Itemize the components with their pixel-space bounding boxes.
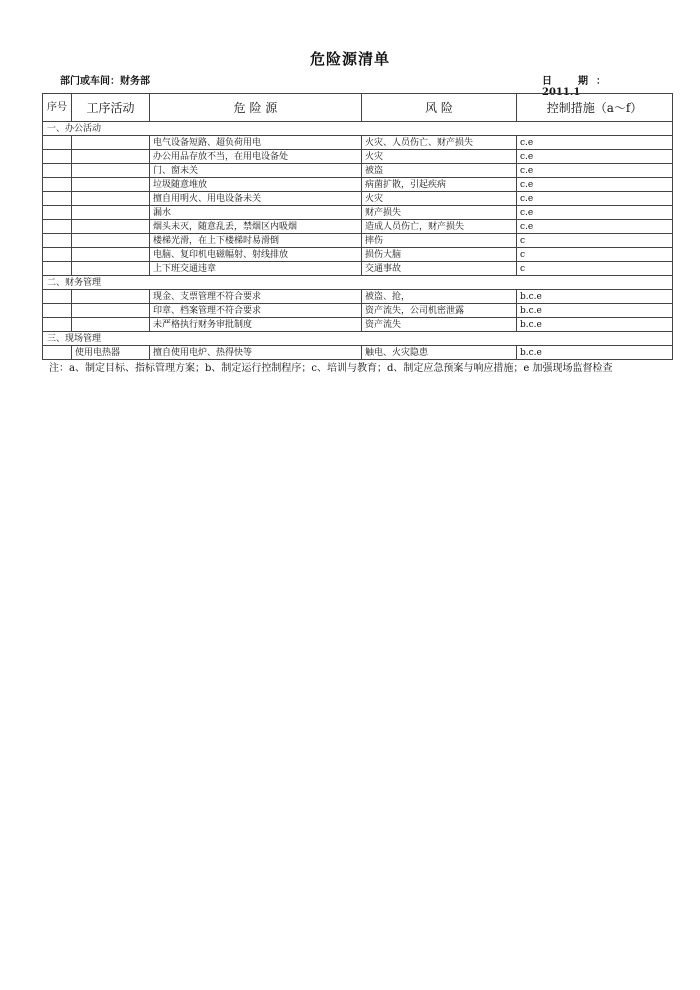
section-title: 一、办公活动	[43, 122, 673, 136]
hazard-cell: 现金、支票管理不符合要求	[150, 290, 362, 304]
section-title: 三、现场管理	[43, 332, 673, 346]
section-row	[43, 122, 673, 136]
risk-cell: 资产流失，公司机密泄露	[362, 304, 517, 318]
table-row	[43, 220, 673, 234]
table-body	[43, 122, 673, 360]
control-cell: c.e	[517, 164, 673, 178]
risk-cell: 触电、火灾隐患	[362, 346, 517, 360]
num-cell	[43, 290, 72, 304]
hazard-cell: 擅自使用电炉、热得快等	[150, 346, 362, 360]
table-row	[43, 150, 673, 164]
activity-cell	[72, 150, 150, 164]
risk-cell: 被盗	[362, 164, 517, 178]
activity-cell	[72, 248, 150, 262]
table-row	[43, 248, 673, 262]
section-row	[43, 332, 673, 346]
hazard-cell: 垃圾随意堆放	[150, 178, 362, 192]
activity-cell	[72, 206, 150, 220]
hazard-cell: 印章、档案管理不符合要求	[150, 304, 362, 318]
num-cell	[43, 164, 72, 178]
header-risk: 风 险	[362, 94, 517, 122]
num-cell	[43, 192, 72, 206]
hazard-cell: 上下班交通违章	[150, 262, 362, 276]
department-label: 部门或车间：财务部	[60, 76, 150, 87]
activity-cell	[72, 192, 150, 206]
risk-cell: 资产流失	[362, 318, 517, 332]
num-cell	[43, 206, 72, 220]
table-row	[43, 178, 673, 192]
num-cell	[43, 234, 72, 248]
hazard-cell: 擅自用明火、用电设备未关	[150, 192, 362, 206]
table-row	[43, 136, 673, 150]
activity-cell	[72, 234, 150, 248]
section-title: 二、财务管理	[43, 276, 673, 290]
header-num: 序号	[43, 94, 72, 122]
activity-cell	[72, 136, 150, 150]
activity-cell	[72, 220, 150, 234]
header-hazard: 危 险 源	[150, 94, 362, 122]
risk-cell: 被盗、抢，	[362, 290, 517, 304]
control-cell: c	[517, 234, 673, 248]
header-control: 控制措施（a～f）	[517, 94, 673, 122]
num-cell	[43, 220, 72, 234]
risk-cell: 造成人员伤亡，财产损失	[362, 220, 517, 234]
risk-cell: 损伤大脑	[362, 248, 517, 262]
control-cell: c.e	[517, 150, 673, 164]
footnote: 注：a、制定目标、指标管理方案；b、制定运行控制程序；c、培训与教育；d、制定应急预案与响应措施；e 加强现场监督检查	[49, 363, 613, 374]
hazard-cell: 电脑、复印机电磁幅射、射线排放	[150, 248, 362, 262]
table-row	[43, 192, 673, 206]
activity-cell	[72, 318, 150, 332]
num-cell	[43, 262, 72, 276]
control-cell: c.e	[517, 220, 673, 234]
risk-cell: 摔伤	[362, 234, 517, 248]
table-row	[43, 346, 673, 360]
risk-cell: 财产损失	[362, 206, 517, 220]
control-cell: c.e	[517, 136, 673, 150]
section-row	[43, 276, 673, 290]
table-row	[43, 290, 673, 304]
table-row	[43, 164, 673, 178]
hazard-table	[42, 93, 673, 360]
control-cell: b.c.e	[517, 290, 673, 304]
control-cell: b.c.e	[517, 304, 673, 318]
risk-cell: 火灾、人员伤亡、财产损失	[362, 136, 517, 150]
date-value: 2011.1	[542, 87, 581, 98]
num-cell	[43, 136, 72, 150]
hazard-cell: 烟头未灭，随意乱丢，禁烟区内吸烟	[150, 220, 362, 234]
control-cell: c	[517, 262, 673, 276]
table-row	[43, 234, 673, 248]
hazard-cell: 漏水	[150, 206, 362, 220]
control-cell: c	[517, 248, 673, 262]
table-row	[43, 318, 673, 332]
control-cell: b.c.e	[517, 318, 673, 332]
control-cell: c.e	[517, 178, 673, 192]
hazard-cell: 门、窗未关	[150, 164, 362, 178]
page-title: 危险源清单	[309, 50, 390, 68]
risk-cell: 病菌扩散，引起疾病	[362, 178, 517, 192]
control-cell: c.e	[517, 206, 673, 220]
num-cell	[43, 150, 72, 164]
hazard-cell: 未严格执行财务审批制度	[150, 318, 362, 332]
activity-cell	[72, 262, 150, 276]
table-row	[43, 262, 673, 276]
activity-cell	[72, 178, 150, 192]
activity-cell	[72, 304, 150, 318]
num-cell	[43, 178, 72, 192]
control-cell: b.c.e	[517, 346, 673, 360]
header-activity: 工序活动	[72, 94, 150, 122]
table-row	[43, 206, 673, 220]
control-cell: c.e	[517, 192, 673, 206]
risk-cell: 交通事故	[362, 262, 517, 276]
table-row	[43, 304, 673, 318]
num-cell	[43, 318, 72, 332]
activity-cell	[72, 164, 150, 178]
risk-cell: 火灾	[362, 150, 517, 164]
num-cell	[43, 346, 72, 360]
hazard-cell: 办公用品存放不当，在用电设备处	[150, 150, 362, 164]
num-cell	[43, 248, 72, 262]
activity-cell: 使用电热器	[72, 346, 150, 360]
hazard-cell: 电气设备短路、超负荷用电	[150, 136, 362, 150]
risk-cell: 火灾	[362, 192, 517, 206]
table-header-row	[43, 94, 673, 122]
activity-cell	[72, 290, 150, 304]
date-label: 日 期：	[542, 76, 614, 87]
num-cell	[43, 304, 72, 318]
hazard-cell: 楼梯光滑，在上下楼梯时易滑倒	[150, 234, 362, 248]
